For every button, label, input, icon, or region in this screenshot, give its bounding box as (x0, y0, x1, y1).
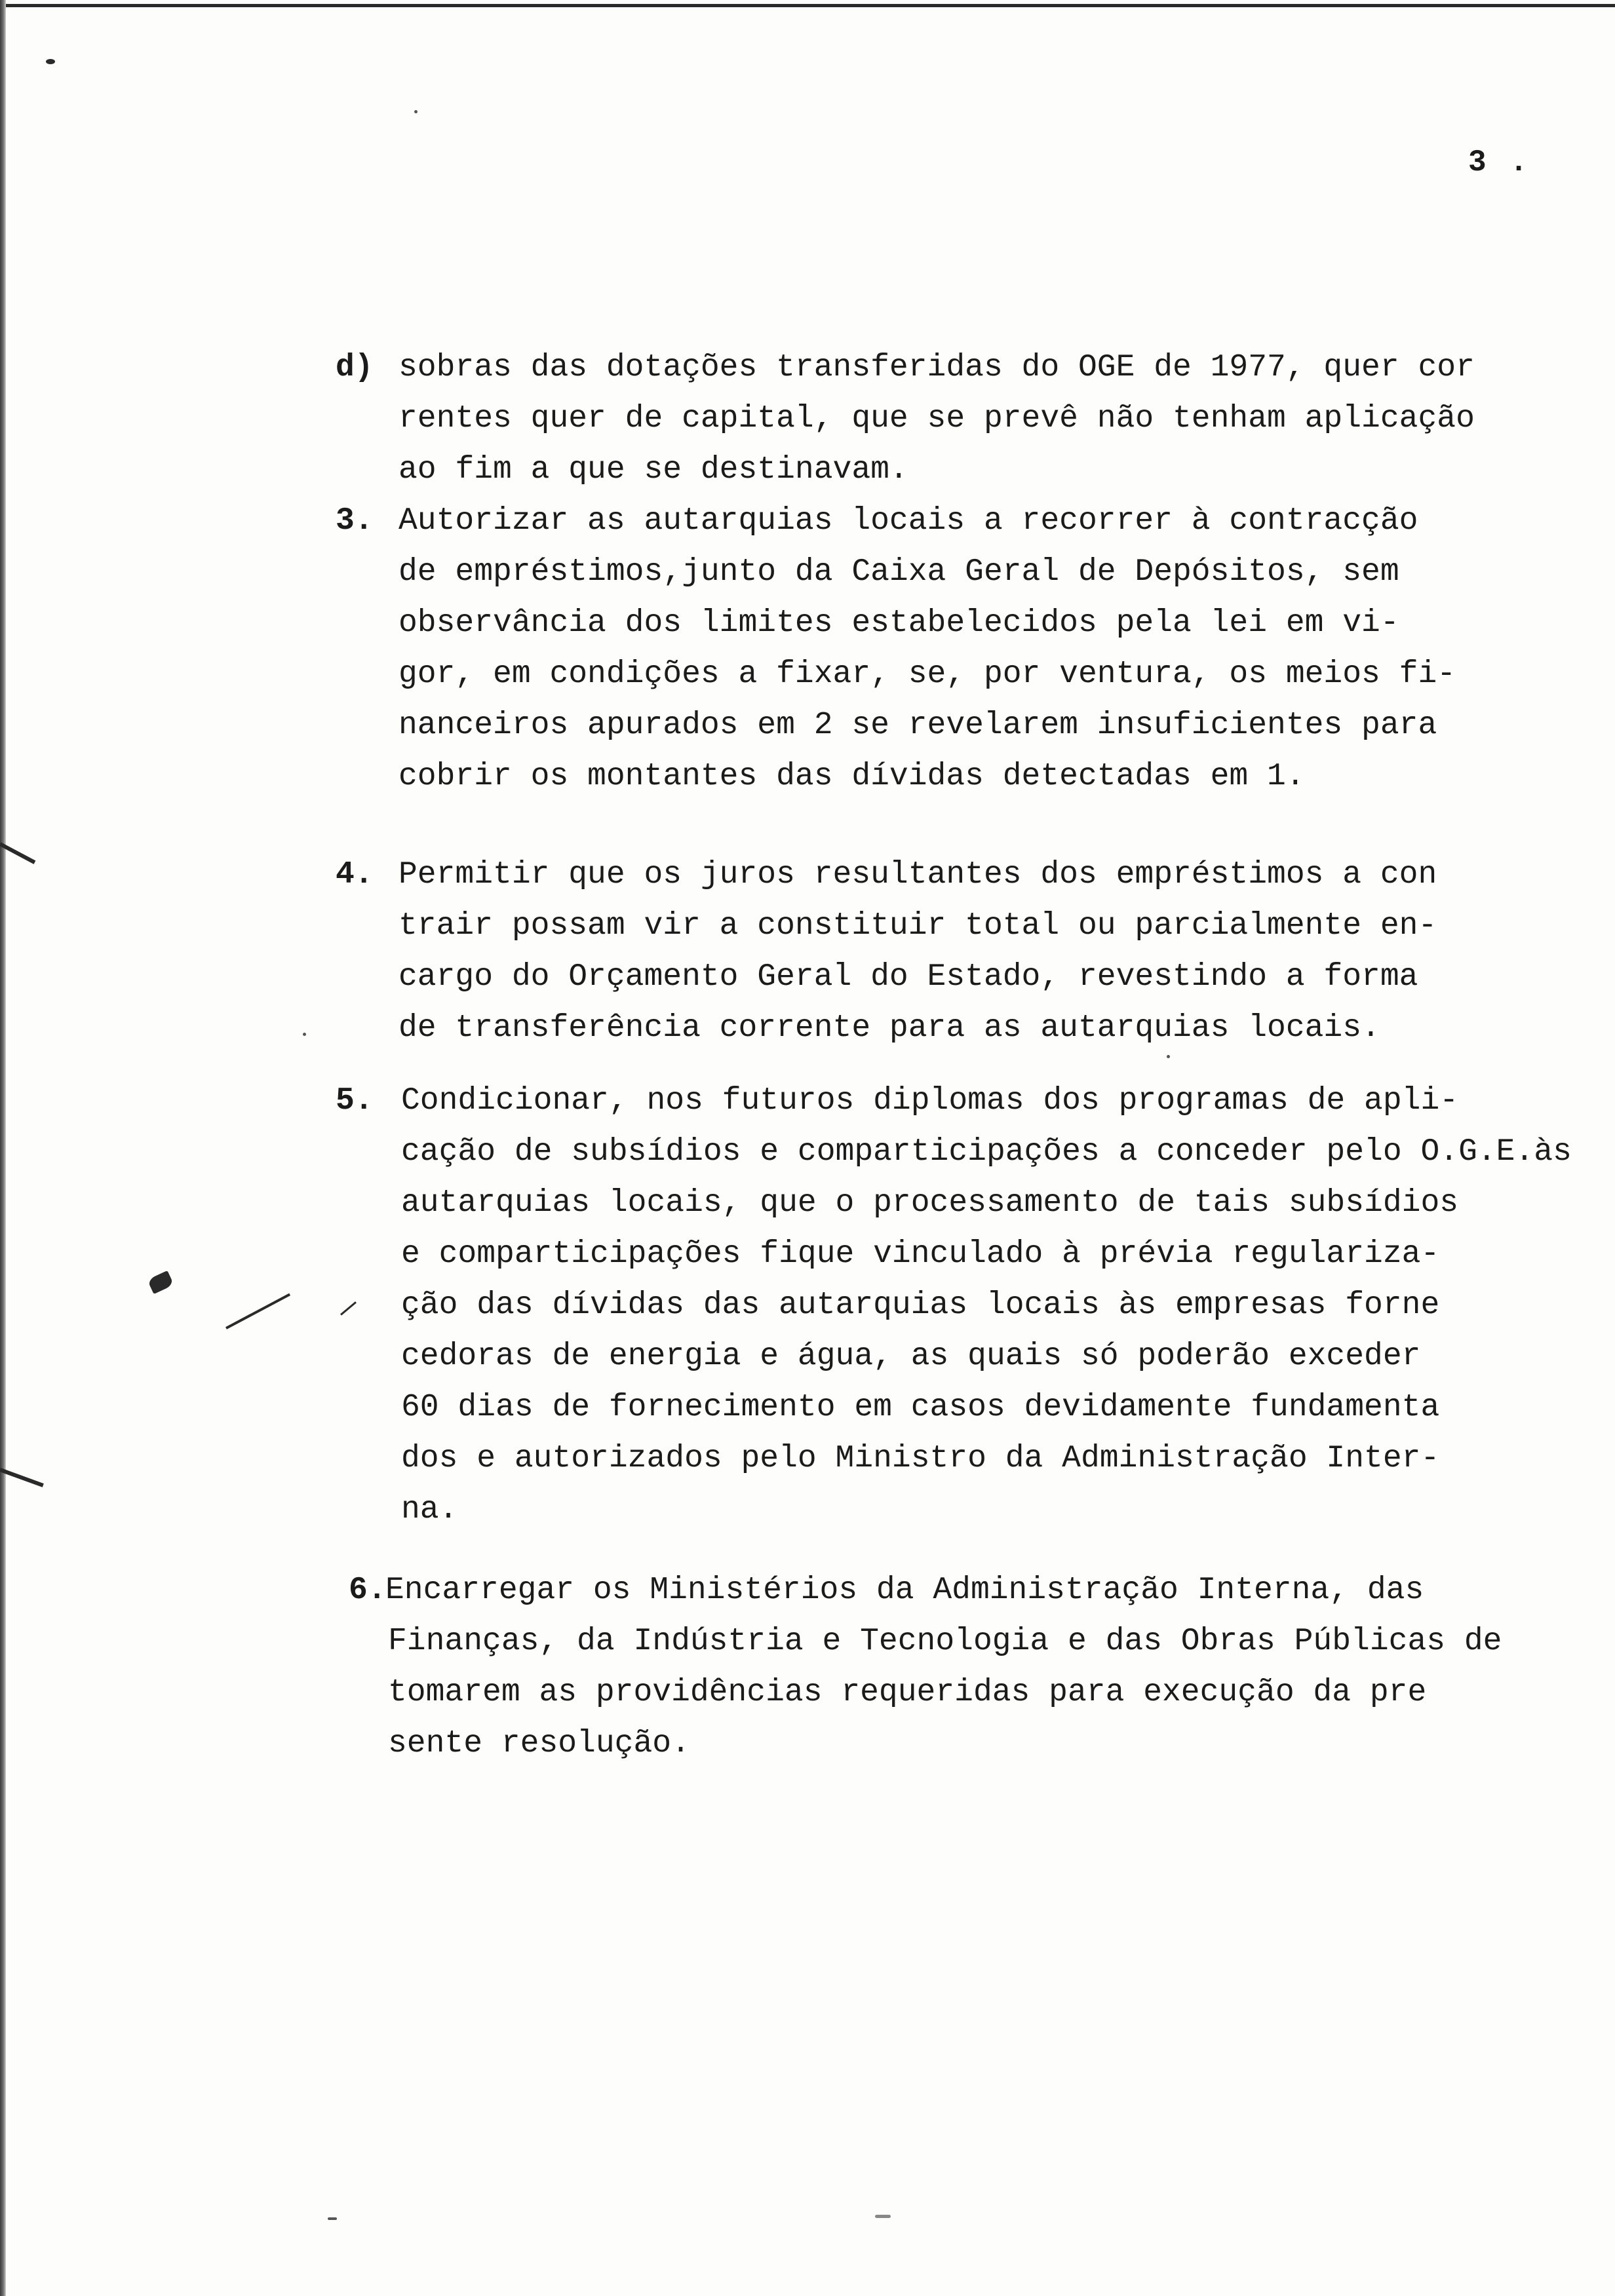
text-line: cação de subsídios e comparticipações a conceder pelo O.G.E.às (401, 1134, 1572, 1170)
text-line: ção das dívidas das autarquias locais às empresas forne (401, 1288, 1440, 1323)
page-number: 3 . (1468, 145, 1530, 180)
list-marker: 5. (336, 1083, 374, 1119)
text-line: sobras das dotações transferidas do OGE de 1977, quer cor (399, 350, 1475, 385)
text-line: e comparticipações fique vinculado à prévia regulariza- (401, 1236, 1440, 1272)
ink-blot (46, 59, 55, 64)
scan-top-edge (0, 4, 1615, 7)
text-line: cedoras de energia e água, as quais só poderão exceder (401, 1339, 1421, 1374)
text-line: sente resolução. (388, 1726, 690, 1761)
text-line: Permitir que os juros resultantes dos empréstimos a con (399, 857, 1437, 892)
text-line: 60 dias de fornecimento em casos devidamente fundamenta (401, 1390, 1440, 1425)
text-line: observância dos limites estabelecidos pela lei em vi- (399, 605, 1399, 641)
text-line: nanceiros apurados em 2 se revelarem insuficientes para (399, 708, 1437, 743)
ink-blot (147, 1271, 174, 1294)
speck (414, 110, 418, 113)
text-line: autarquias locais, que o processamento de tais subsídios (401, 1185, 1459, 1221)
text-line: na. (401, 1492, 458, 1527)
list-item (336, 1075, 1581, 1535)
pen-stroke (225, 1293, 290, 1330)
list-marker: d) (336, 350, 374, 385)
text-line: cobrir os montantes das dívidas detectadas em 1. (399, 759, 1305, 794)
scan-mark (0, 1468, 44, 1487)
list-marker: 4. (336, 857, 374, 892)
text-line: Finanças, da Indústria e Tecnologia e das Obras Públicas de (388, 1624, 1502, 1659)
list-item (336, 849, 1581, 1054)
list-item (349, 1565, 1594, 1769)
text-line: dos e autorizados pelo Ministro da Administração Inter- (401, 1441, 1440, 1476)
text-line: cargo do Orçamento Geral do Estado, revestindo a forma (399, 959, 1418, 995)
speck (875, 2215, 891, 2218)
speck (1167, 1055, 1170, 1058)
list-marker: 3. (336, 503, 374, 539)
text-line: de empréstimos,junto da Caixa Geral de Depósitos, sem (399, 554, 1399, 590)
text-line: gor, em condições a fixar, se, por ventura, os meios fi- (399, 657, 1456, 692)
text-line: rentes quer de capital, que se prevê não tenham aplicação (399, 401, 1475, 436)
list-item (336, 342, 1581, 495)
text-line: trair possam vir a constituir total ou parcialmente en- (399, 908, 1437, 944)
speck (303, 1033, 306, 1036)
speck (328, 2217, 337, 2220)
text-line: ao fim a que se destinavam. (399, 452, 908, 488)
list-item (336, 495, 1581, 802)
text-line: Autorizar as autarquias locais a recorrer à contracção (399, 503, 1418, 539)
text-line: Condicionar, nos futuros diplomas dos programas de apli- (401, 1083, 1459, 1119)
scan-left-edge (0, 0, 6, 2296)
list-marker: 6. (349, 1573, 387, 1608)
text-line: Encarregar os Ministérios da Administração Interna, das (385, 1573, 1424, 1608)
text-line: tomarem as providências requeridas para execução da pre (388, 1675, 1427, 1710)
text-line: de transferência corrente para as autarquias locais. (399, 1010, 1380, 1046)
